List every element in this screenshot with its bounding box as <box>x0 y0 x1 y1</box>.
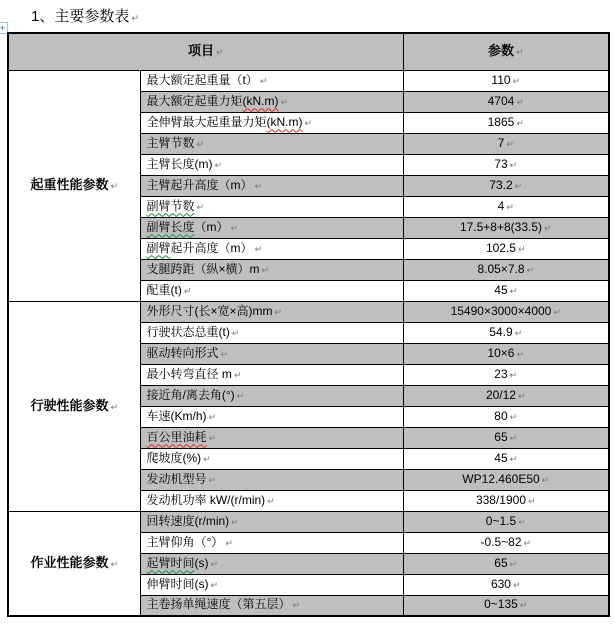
plus-icon: + <box>0 23 6 33</box>
paragraph-mark: ↵ <box>553 306 561 317</box>
paragraph-mark: ↵ <box>509 432 518 443</box>
paragraph-mark: ↵ <box>514 180 523 191</box>
item-cell <box>140 238 403 259</box>
value-cell <box>403 91 609 112</box>
paragraph-mark: ↵ <box>514 327 523 338</box>
value-text: 8.05×7.8 <box>477 261 525 276</box>
value-cell <box>403 280 609 301</box>
group-label: 行驶性能参数 <box>30 397 109 413</box>
header-param-label: 参数 <box>487 43 514 59</box>
paragraph-mark: ↵ <box>304 117 313 128</box>
paragraph-mark: ↵ <box>236 390 245 401</box>
paragraph-mark: ↵ <box>110 401 119 412</box>
value-text: 630 <box>490 576 511 591</box>
paragraph-mark: ↵ <box>519 600 528 611</box>
paragraph-mark: ↵ <box>196 201 205 212</box>
item-cell <box>140 217 403 238</box>
item-cell <box>140 70 403 91</box>
value-text: 17.5+8+8(33.5) <box>459 219 543 234</box>
value-cell <box>403 364 609 385</box>
page-title-text: 1、主要参数表 <box>31 8 130 25</box>
value-cell <box>403 175 609 196</box>
value-cell <box>403 196 609 217</box>
table-row <box>8 70 609 91</box>
value-cell <box>403 553 609 574</box>
paragraph-mark: ↵ <box>131 13 139 23</box>
value-text: 0~135 <box>484 597 518 612</box>
item-label-part: 主臂仰角（°） <box>146 534 224 549</box>
paragraph-mark: ↵ <box>526 264 535 275</box>
paragraph-mark: ↵ <box>516 348 525 359</box>
value-cell <box>403 154 609 175</box>
item-cell <box>140 343 403 364</box>
paragraph-mark: ↵ <box>231 327 240 338</box>
paragraph-mark: ↵ <box>267 495 275 506</box>
paragraph-mark: ↵ <box>518 516 526 527</box>
item-label-part: (s) <box>194 555 209 570</box>
value-cell <box>403 511 609 532</box>
paragraph-mark: ↵ <box>544 222 552 233</box>
item-label-part: 百公里油耗 <box>146 429 207 444</box>
item-label-part: 支腿跨距（纵×横）m <box>146 261 260 276</box>
value-text: 65 <box>494 429 508 444</box>
paragraph-mark: ↵ <box>516 117 524 128</box>
item-label-part: （m） <box>194 219 229 234</box>
paragraph-mark: ↵ <box>220 348 229 359</box>
item-label-part: 主卷扬单绳速度（第五层） <box>146 597 291 612</box>
item-cell <box>140 574 403 595</box>
paragraph-mark: ↵ <box>183 285 192 296</box>
item-label-part: 全伸臂最大起重量力矩 <box>146 114 267 129</box>
value-text: 20/12 <box>485 387 516 402</box>
value-text: 65 <box>494 555 508 570</box>
item-cell <box>140 154 403 175</box>
value-cell <box>403 238 609 259</box>
item-cell <box>140 595 403 616</box>
paragraph-mark: ↵ <box>292 600 301 611</box>
group-cell <box>8 301 140 511</box>
value-text: 338/1900 <box>475 492 526 507</box>
paragraph-mark: ↵ <box>512 579 521 590</box>
value-text: 73 <box>494 156 508 171</box>
value-cell <box>403 301 609 322</box>
item-cell <box>140 133 403 154</box>
value-cell <box>403 406 609 427</box>
item-cell <box>140 469 403 490</box>
value-text: 15490×3000×4000 <box>450 303 552 318</box>
paragraph-mark: ↵ <box>274 306 283 317</box>
paragraph-mark: ↵ <box>515 47 524 58</box>
value-cell <box>403 322 609 343</box>
page-title <box>31 5 139 26</box>
paragraph-mark: ↵ <box>516 96 524 107</box>
paragraph-mark: ↵ <box>528 495 536 506</box>
value-cell <box>403 532 609 553</box>
paragraph-mark: ↵ <box>215 47 224 58</box>
group-label: 起重性能参数 <box>30 177 109 192</box>
item-cell <box>140 490 403 511</box>
value-text: 10×6 <box>487 345 515 360</box>
item-label-part: 驱动转向形式 <box>146 345 219 360</box>
value-cell <box>403 469 609 490</box>
paragraph-mark: ↵ <box>509 369 518 380</box>
item-cell <box>140 301 403 322</box>
paragraph-mark: ↵ <box>509 411 518 422</box>
item-label-part: 发动机功率 kW/(r/min) <box>146 492 266 507</box>
paragraph-mark: ↵ <box>541 474 550 485</box>
item-cell <box>140 448 403 469</box>
paragraph-mark: ↵ <box>517 390 526 401</box>
value-text: 45 <box>494 450 508 465</box>
paragraph-mark: ↵ <box>210 558 219 569</box>
paragraph-mark: ↵ <box>509 285 518 296</box>
value-text: 80 <box>494 408 508 423</box>
item-label-part: 伸臂时间(s) <box>146 576 209 591</box>
header-cell-item <box>8 33 403 70</box>
paragraph-mark: ↵ <box>259 75 268 86</box>
value-text: 0~1.5 <box>485 513 517 528</box>
item-label-part: (kN.m) <box>266 114 303 129</box>
paragraph-mark: ↵ <box>523 537 532 548</box>
paragraph-mark: ↵ <box>506 138 514 149</box>
item-label-part: 最大额定起重量（t） <box>146 72 258 87</box>
paragraph-mark: ↵ <box>210 579 219 590</box>
paragraph-mark: ↵ <box>208 411 217 422</box>
item-cell <box>140 427 403 448</box>
paragraph-mark: ↵ <box>517 243 526 254</box>
value-text: 4 <box>497 198 505 213</box>
value-cell <box>403 133 609 154</box>
item-cell <box>140 91 403 112</box>
value-cell <box>403 217 609 238</box>
paragraph-mark: ↵ <box>208 432 217 443</box>
header-row <box>8 33 609 70</box>
item-label-part: 主臂长度(m) <box>146 156 213 171</box>
paragraph-mark: ↵ <box>110 558 119 569</box>
item-cell <box>140 385 403 406</box>
item-label-part: 副臂长度 <box>146 219 195 234</box>
paragraph-mark: ↵ <box>203 453 211 464</box>
parameters-table <box>7 32 610 617</box>
paragraph-mark: ↵ <box>509 159 518 170</box>
value-cell <box>403 343 609 364</box>
group-cell <box>8 70 140 301</box>
paragraph-mark: ↵ <box>110 181 119 191</box>
item-label-part: 回转速度(r/min) <box>146 513 230 528</box>
paragraph-mark: ↵ <box>261 264 270 275</box>
value-text: 102.5 <box>485 240 516 255</box>
item-cell <box>140 364 403 385</box>
value-text: WP12.460E50 <box>462 471 540 486</box>
item-label-part: 接近角/离去角(°) <box>146 387 235 402</box>
group-label: 作业性能参数 <box>30 554 109 570</box>
value-text: 4704 <box>487 93 515 108</box>
paragraph-mark: ↵ <box>254 180 263 191</box>
item-label-part: (kN.m) <box>242 93 279 108</box>
paragraph-mark: ↵ <box>280 96 289 107</box>
value-cell <box>403 259 609 280</box>
value-cell <box>403 490 609 511</box>
item-cell <box>140 532 403 553</box>
paragraph-mark: ↵ <box>214 159 223 170</box>
value-cell <box>403 595 609 616</box>
value-cell <box>403 112 609 133</box>
item-label-part: 起臂时间 <box>146 555 195 570</box>
paragraph-mark: ↵ <box>233 369 242 380</box>
item-label-part: 主臂节数 <box>146 135 195 150</box>
value-text: -0.5~82 <box>480 534 522 549</box>
item-label-part: 副臂 <box>146 240 171 255</box>
item-cell <box>140 511 403 532</box>
group-cell <box>8 511 140 616</box>
table-row <box>8 511 609 532</box>
item-cell <box>140 406 403 427</box>
value-cell <box>403 427 609 448</box>
paragraph-mark: ↵ <box>196 138 205 149</box>
item-cell <box>140 553 403 574</box>
item-cell <box>140 322 403 343</box>
value-text: 23 <box>494 366 508 381</box>
item-label-part: 最小转弯直径 m <box>146 366 232 381</box>
header-cell-param <box>403 33 609 70</box>
item-label-part: 车速(Km/h) <box>146 408 207 423</box>
item-cell <box>140 175 403 196</box>
value-text: 54.9 <box>489 324 513 339</box>
paragraph-mark: ↵ <box>208 474 217 485</box>
paragraph-mark: ↵ <box>509 453 518 464</box>
item-cell <box>140 259 403 280</box>
header-item-label: 项目 <box>187 43 214 59</box>
value-cell <box>403 448 609 469</box>
value-text: 1865 <box>487 114 515 129</box>
paragraph-mark: ↵ <box>225 537 233 548</box>
paragraph-mark: ↵ <box>230 222 239 233</box>
item-cell <box>140 112 403 133</box>
parameters-table-body <box>8 70 609 616</box>
item-label-part: 最大额定起重力矩 <box>146 93 243 108</box>
item-label-part: 爬坡度(%) <box>146 450 202 465</box>
value-cell <box>403 385 609 406</box>
value-cell <box>403 574 609 595</box>
value-text: 110 <box>491 72 511 87</box>
item-label-part: 副臂节数 <box>146 198 195 213</box>
paragraph-mark: ↵ <box>512 75 521 86</box>
paragraph-mark: ↵ <box>509 558 518 569</box>
paragraph-mark: ↵ <box>231 516 239 527</box>
value-text: 45 <box>494 282 508 297</box>
item-label-part: 配重(t) <box>146 282 182 297</box>
item-label-part: 发动机型号 <box>146 471 207 486</box>
item-label-part: 起升高度（m） <box>170 240 253 255</box>
item-label-part: 行驶状态总重(t) <box>146 324 230 339</box>
table-row <box>8 301 609 322</box>
item-label-part: 外形尺寸(长×宽×高)mm <box>146 303 273 318</box>
item-label-part: 主臂起升高度（m） <box>146 177 253 192</box>
paragraph-mark: ↵ <box>254 243 263 254</box>
value-text: 73.2 <box>489 177 513 192</box>
item-cell <box>140 280 403 301</box>
value-text: 7 <box>497 135 505 150</box>
value-cell <box>403 70 609 91</box>
item-cell <box>140 196 403 217</box>
paragraph-mark: ↵ <box>506 201 514 212</box>
